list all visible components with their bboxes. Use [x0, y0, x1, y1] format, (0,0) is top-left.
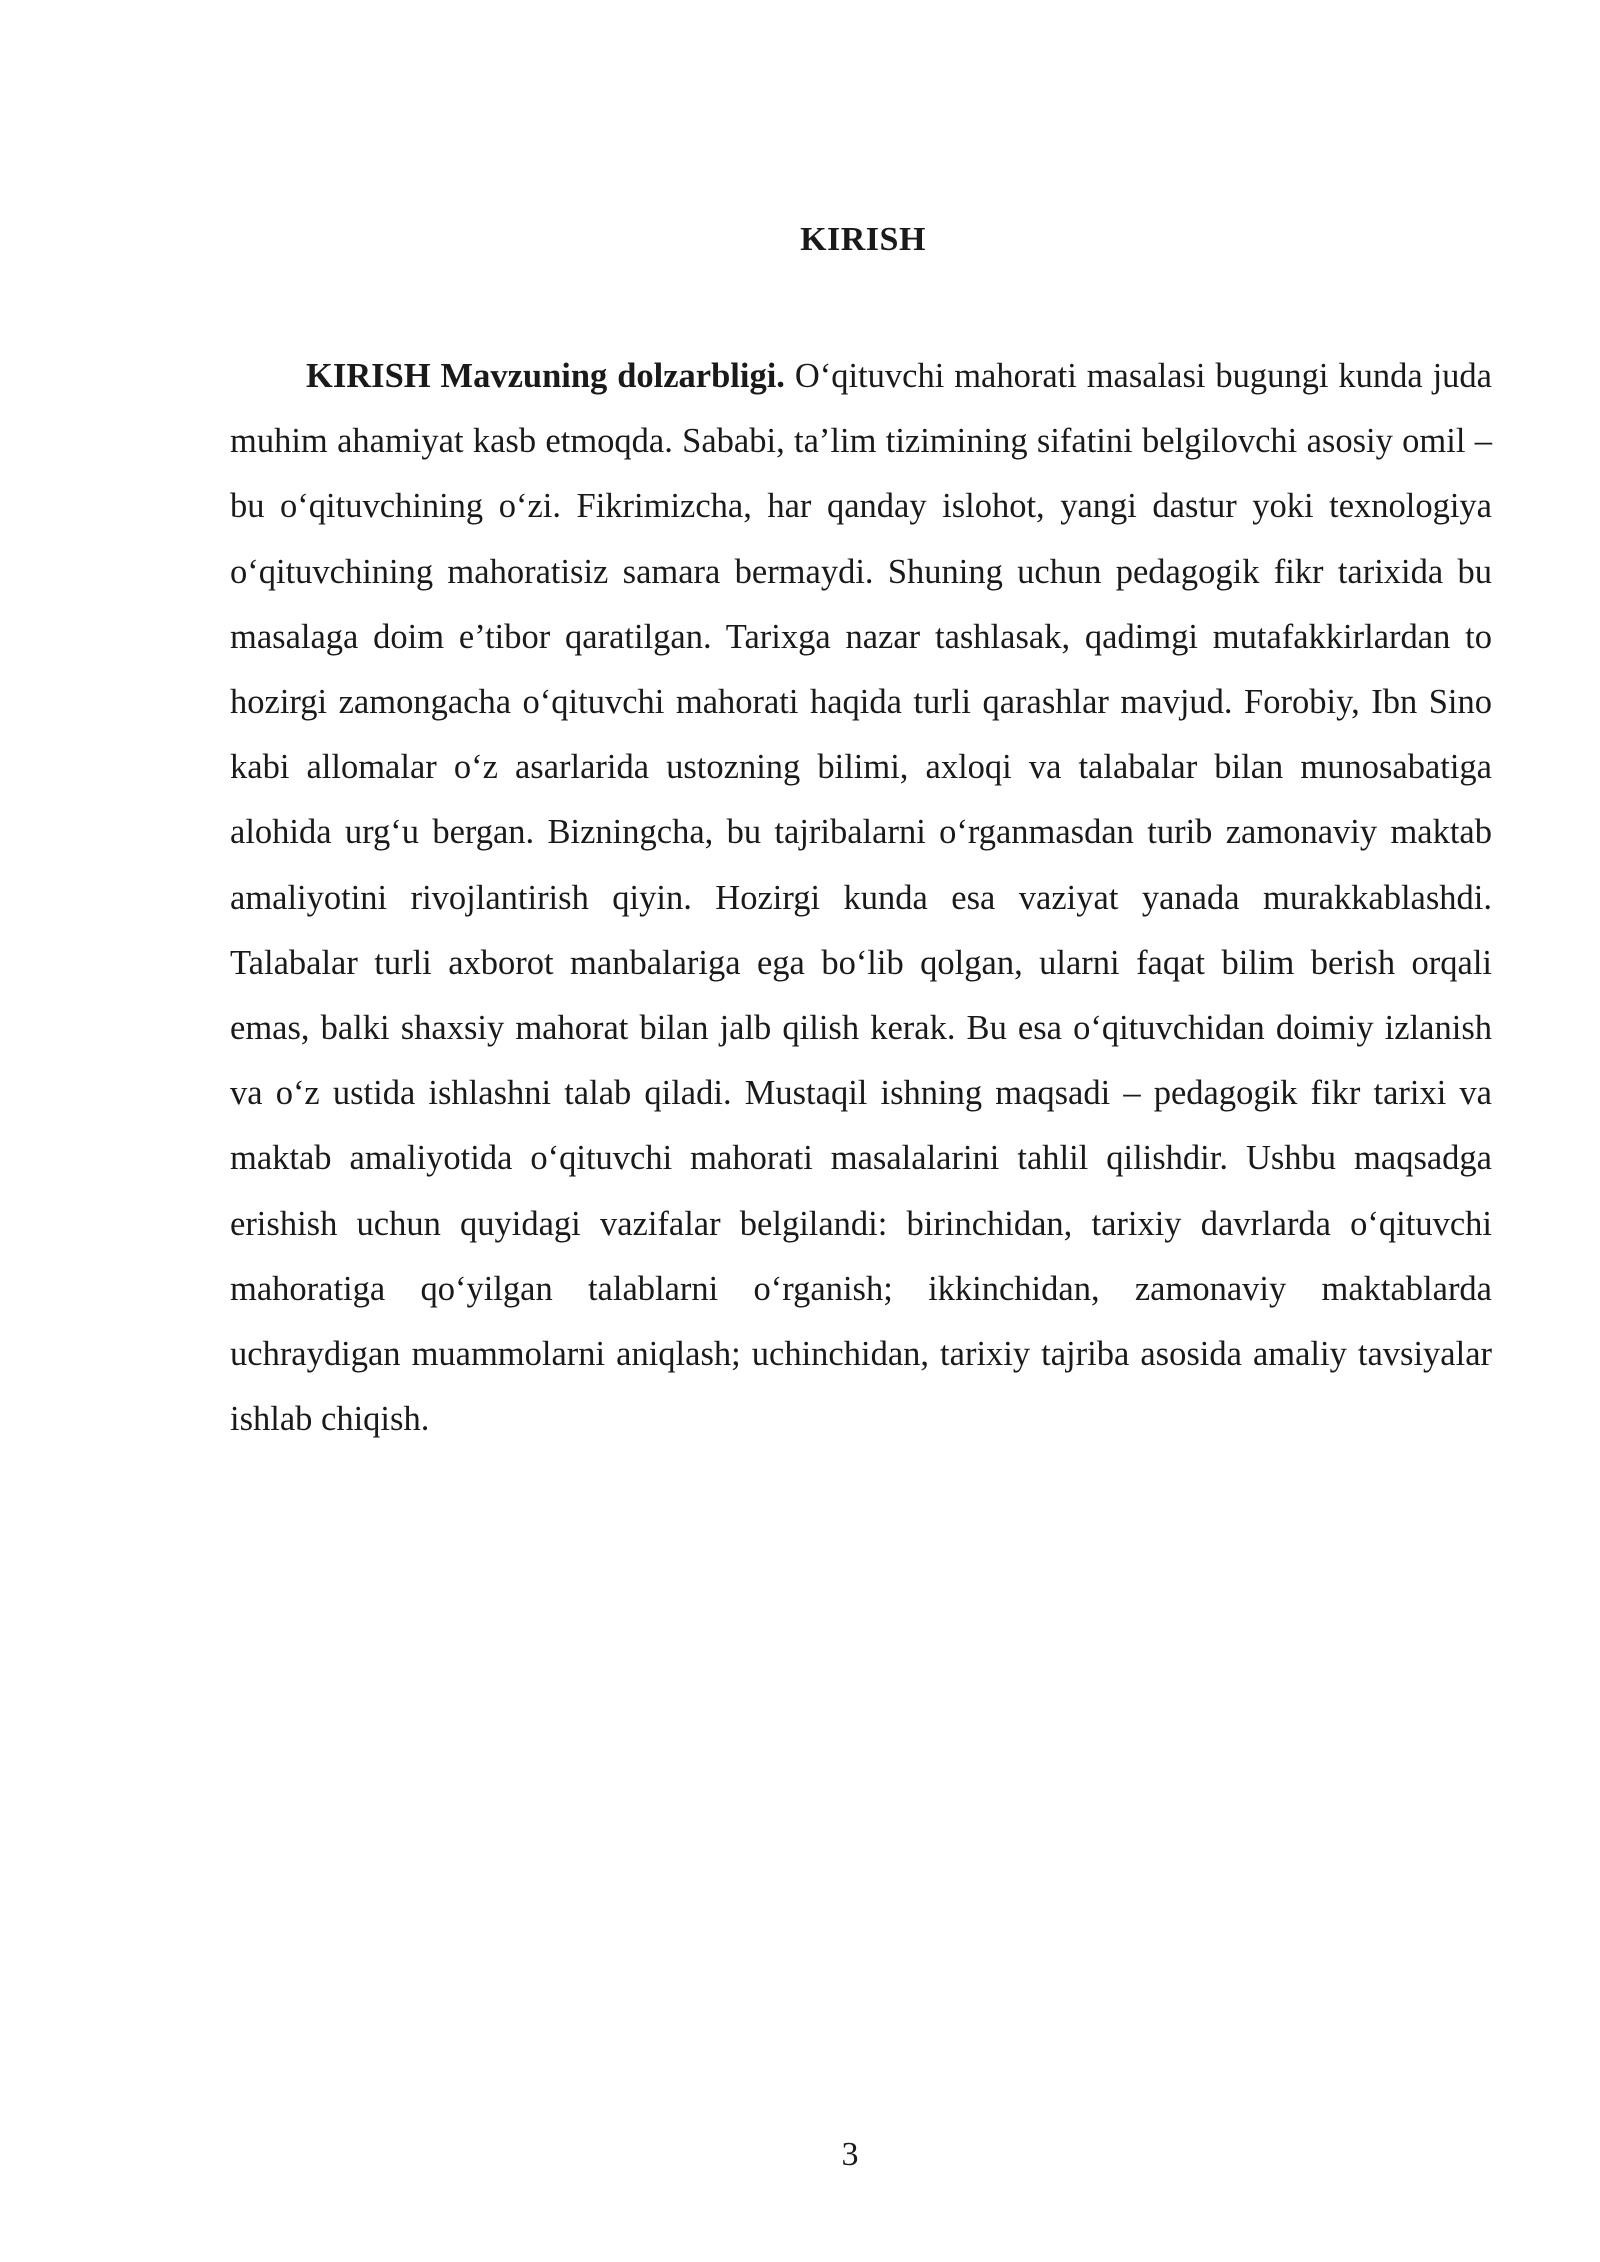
paragraph-text: O‘qituvchi mahorati masalasi bugungi kunda juda muhim ahamiyat kasb etmoqda. Sababi, ta’lim tizimining sifatini belgilovchi asosiy omil – bu o‘qituvchining o‘zi. Fikrimizcha, har qanday islohot, yangi dastur yoki texnologiya o‘qituvchining mahoratisiz samara bermaydi. Shuning uchun pedagogik fikr tarixida bu masalaga doim e’tibor qaratilgan. Tarixga nazar tashlasak, qadimgi mutafakkirlardan to hozirgi zamongacha o‘qituvchi mahorati haqida turli qarashlar mavjud. Forobiy, Ibn Sino kabi allomalar o‘z asarlarida ustozning bilimi, axloqi va talabalar bilan munosabatiga alohida urg‘u bergan. Bizningcha, bu tajribalarni o‘rganmasdan turib zamonaviy maktab amaliyotini rivojlantirish qiyin. Hozirgi kunda esa vaziyat yanada murakkablashdi. Talabalar turli axborot manbalariga ega bo‘lib qolgan, ularni faqat bilim berish orqali emas, balki shaxsiy mahorat bilan jalb qilish kerak. Bu esa o‘qituvchidan doimiy izlanish va o‘z ustida ishlashni talab qiladi. Mustaqil ishning maqsadi – pedagogik fikr tarixi va maktab amaliyotida o‘qituvchi mahorati masalalarini tahlil qilishdir. Ushbu maqsadga erishish uchun quyidagi vazifalar belgilandi: birinchidan, tarixiy davrlarda o‘qituvchi mahoratiga qo‘yilgan talablarni o‘rganish; ikkinchidan, zamonaviy maktablarda uchraydigan muammolarni aniqlash; uchinchidan, tarixiy tajriba asosida amaliy tavsiyalar ishlab chiqish. [230, 357, 1492, 1439]
body-paragraph [230, 344, 1492, 1452]
section-heading: KIRISH [800, 221, 926, 258]
paragraph-lead: KIRISH Mavzuning dolzarbligi. [306, 357, 785, 395]
page-number: 3 [841, 2136, 859, 2173]
